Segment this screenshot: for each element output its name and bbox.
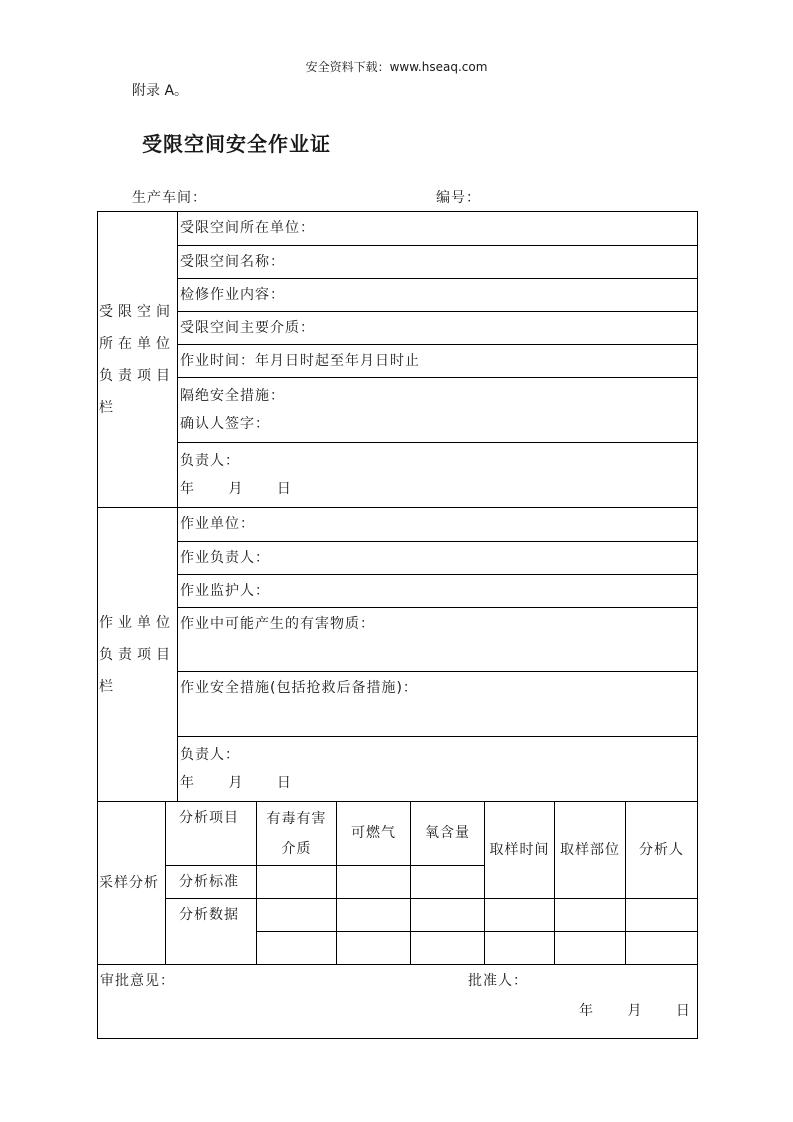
standard-flammable-cell[interactable]: [337, 866, 411, 899]
section1-responsible-cell[interactable]: [178, 443, 698, 508]
section2-leader-field[interactable]: 作业负责人：: [178, 542, 698, 575]
sampling-data-row-1: [98, 899, 698, 932]
section2-day: 日: [276, 775, 292, 791]
section2-row-measures: [98, 672, 698, 737]
section1-row-isolation: [98, 378, 698, 443]
section1-row-responsible: [98, 443, 698, 508]
section2-unit-field[interactable]: 作业单位：: [178, 508, 698, 542]
approval-cell[interactable]: [98, 965, 698, 1039]
section1-row-time: [98, 345, 698, 378]
analysis-item-label: 分析项目: [166, 802, 257, 866]
workshop-label: 生产车间：: [132, 190, 207, 206]
data2-analyst-cell[interactable]: [626, 932, 698, 965]
section2-date: [180, 769, 697, 797]
data2-toxic-cell[interactable]: [257, 932, 337, 965]
data1-oxygen-cell[interactable]: [411, 899, 485, 932]
data1-toxic-cell[interactable]: [257, 899, 337, 932]
section2-row-unit: [98, 508, 698, 542]
section2-title: 作业单位负责项目栏: [98, 508, 178, 802]
section1-row-name: [98, 246, 698, 279]
sampling-title: 采样分析: [98, 802, 166, 965]
analysis-data-label: 分析数据: [166, 899, 257, 965]
section1-responsible-label: 负责人：: [180, 453, 240, 469]
section1-row-content: [98, 279, 698, 312]
section1-row-medium: [98, 312, 698, 345]
section1-content-field[interactable]: 检修作业内容：: [178, 279, 698, 312]
confirm-signature-label: 确认人签字：: [180, 416, 270, 432]
data2-oxygen-cell[interactable]: [411, 932, 485, 965]
section2-responsible-cell[interactable]: [178, 737, 698, 802]
document-title: 受限空间安全作业证: [142, 132, 331, 156]
approval-month: 月: [627, 1003, 643, 1019]
standard-oxygen-cell[interactable]: [411, 866, 485, 899]
sampling-location-header: 取样部位: [555, 802, 626, 899]
flammable-header: 可燃气: [337, 802, 411, 866]
standard-toxic-cell[interactable]: [257, 866, 337, 899]
data1-flammable-cell[interactable]: [337, 899, 411, 932]
section1-year: 年: [180, 481, 195, 497]
appendix-label: 附录 A。: [132, 83, 189, 99]
approval-date: [579, 1003, 691, 1020]
section1-name-field[interactable]: 受限空间名称：: [178, 246, 698, 279]
data2-location-cell[interactable]: [555, 932, 626, 965]
number-label: 编号：: [436, 190, 481, 206]
toxic-line2: 介质: [281, 840, 312, 857]
section2-row-responsible: [98, 737, 698, 802]
sampling-header-row: [98, 802, 698, 866]
section2-guardian-field[interactable]: 作业监护人：: [178, 575, 698, 608]
section2-year: 年: [180, 775, 195, 791]
section2-month: 月: [228, 775, 244, 791]
approver-label: 批准人：: [468, 973, 528, 989]
approval-day: 日: [675, 1003, 691, 1019]
section1-unit-field[interactable]: 受限空间所在单位：: [178, 212, 698, 246]
section2-row-hazards: [98, 608, 698, 672]
permit-table: [97, 211, 698, 1039]
section1-title: 受限空间所在单位负责项目栏: [98, 212, 178, 508]
section1-day: 日: [276, 481, 292, 497]
data2-time-cell[interactable]: [485, 932, 555, 965]
section1-date: [180, 475, 697, 503]
section1-row-unit: [98, 212, 698, 246]
analysis-standard-label: 分析标准: [166, 866, 257, 899]
section1-time-field[interactable]: 作业时间：年月日时起至年月日时止: [178, 345, 698, 378]
toxic-header: [257, 802, 337, 866]
section2-measures-field[interactable]: 作业安全措施(包括抢救后备措施)：: [178, 672, 698, 737]
data1-analyst-cell[interactable]: [626, 899, 698, 932]
analyst-header: 分析人: [626, 802, 698, 899]
section2-row-guardian: [98, 575, 698, 608]
data1-time-cell[interactable]: [485, 899, 555, 932]
section2-row-leader: [98, 542, 698, 575]
sampling-time-header: 取样时间: [485, 802, 555, 899]
section2-responsible-label: 负责人：: [180, 747, 240, 763]
section1-medium-field[interactable]: 受限空间主要介质：: [178, 312, 698, 345]
approval-year: 年: [579, 1003, 594, 1019]
approval-opinion-label: 审批意见：: [100, 973, 175, 989]
data1-location-cell[interactable]: [555, 899, 626, 932]
site-header: 安全资料下载：www.hseaq.com: [305, 60, 488, 74]
oxygen-header: 氧含量: [411, 802, 485, 866]
section2-hazards-field[interactable]: 作业中可能产生的有害物质：: [178, 608, 698, 672]
section1-isolation-cell[interactable]: [178, 378, 698, 443]
isolation-label: 隔绝安全措施：: [180, 388, 285, 404]
data2-flammable-cell[interactable]: [337, 932, 411, 965]
approval-row: [98, 965, 698, 1039]
section1-month: 月: [228, 481, 244, 497]
toxic-line1: 有毒有害: [266, 810, 327, 827]
